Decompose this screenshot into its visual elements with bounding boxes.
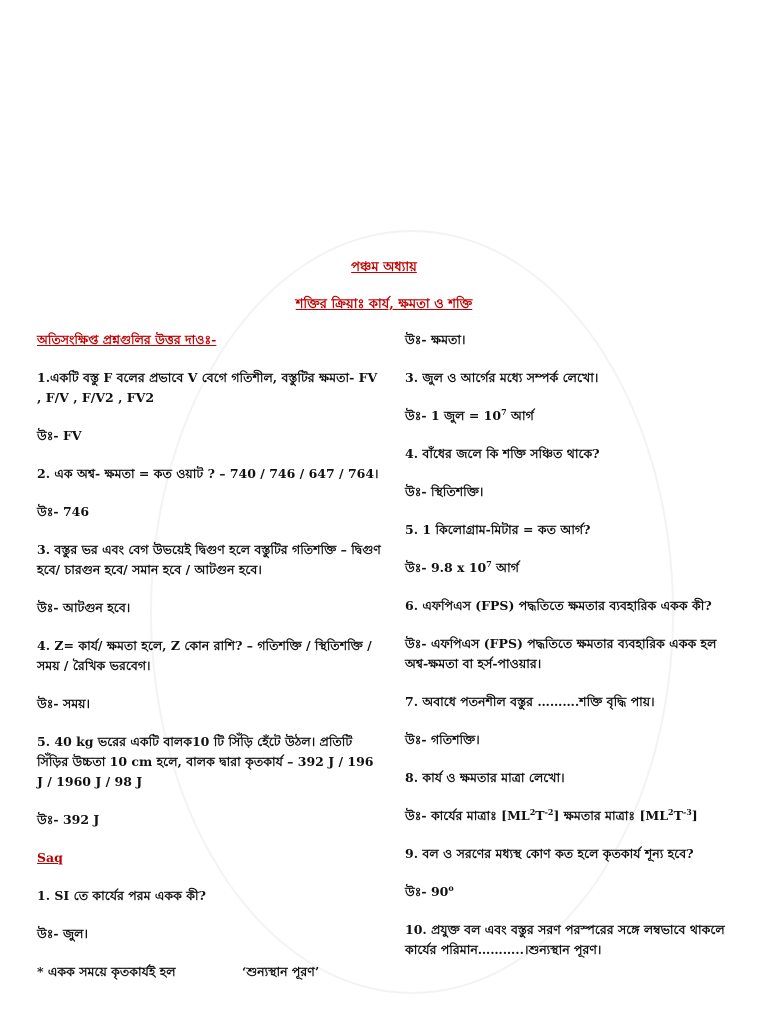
- question-2: 2. এক অশ্ব- ক্ষমতা = কত ওয়াট ? – 740 / 746 / 647 / 764।: [37, 466, 379, 481]
- answer-r3-text: উঃ- 1 জুল = 10: [405, 408, 502, 423]
- answer-r2: উঃ- ক্ষমতা।: [405, 332, 466, 347]
- answer-r5-text: উঃ- 9.8 x 10: [405, 560, 487, 575]
- answer-r3: [405, 406, 735, 426]
- question-r8: 8. কার্য ও ক্ষমতার মাত্রা লেখো।: [405, 770, 565, 785]
- answer-r8-part5: ]: [691, 808, 698, 823]
- answer-r3-unit: আর্গ: [506, 408, 534, 423]
- answer-r8-part3: ] ক্ষমতার মাত্রাঃ [ML: [553, 808, 668, 823]
- saq-question-2: [37, 962, 382, 982]
- question-r5: 5. 1 কিলোগ্রাম-মিটার = কত আর্গ?: [405, 522, 591, 537]
- left-column: [37, 330, 382, 1000]
- fill-in-blank-tag: ‘শুন্যস্থান পূরণ’: [242, 964, 320, 979]
- question-r10: 10. প্রযুক্ত বল এবং বস্তুর সরণ পরস্পরের সঙ্গে লম্বভাবে থাকলে কার্যের পরিমান………..।শুন্যস্থান পূরণ।: [405, 922, 725, 957]
- answer-3: উঃ- আটগুন হবে।: [37, 600, 131, 615]
- answer-r7: উঃ- গতিশক্তি।: [405, 732, 480, 747]
- answer-5: উঃ- 392 J: [37, 812, 100, 827]
- answer-r6: উঃ- এফপিএস (FPS) পদ্ধতিতে ক্ষমতার ব্যবহারিক একক হল অশ্ব-ক্ষমতা বা হর্স-পাওয়ার।: [405, 636, 717, 671]
- saq-answer-1: উঃ- জুল।: [37, 926, 88, 941]
- answer-r8-sup1: 2: [529, 806, 536, 817]
- saq-question-1: 1. SI তে কার্যের পরম একক কী?: [37, 888, 206, 903]
- saq-question-2-text: * একক সময়ে কৃতকার্যই হল: [37, 964, 176, 979]
- answer-r5-exponent: 7: [486, 558, 492, 569]
- answer-r5-unit: আর্গ: [491, 560, 519, 575]
- answer-r3-exponent: 7: [501, 406, 507, 417]
- chapter-title: পঞ্চম অধ্যায়: [351, 260, 417, 275]
- chapter-subtitle: শক্তির ক্রিয়াঃ কার্য, ক্ষমতা ও শক্তি: [295, 297, 473, 312]
- answer-r8-part1: উঃ- কার্যের মাত্রাঃ [ML: [405, 808, 530, 823]
- question-5: 5. 40 kg ভরের একটি বালক10 টি সিঁড়ি হেঁটে উঠল। প্রতিটি সিঁড়ির উচ্চতা 10 cm হলে, বালক দ্বারা কৃতকার্য – 392 J / 196 J / 1960 J / 98 J: [37, 734, 374, 789]
- answer-r5: [405, 558, 735, 578]
- answer-r8-sup4: -3: [682, 806, 692, 817]
- question-r3: 3. জুল ও আর্গের মধ্যে সম্পর্ক লেখো।: [405, 370, 599, 385]
- answer-r8-part4: T: [673, 808, 683, 823]
- right-column: [405, 330, 735, 978]
- answer-r8: [405, 806, 735, 826]
- answer-r8-sup2: -2: [544, 806, 554, 817]
- answer-r4: উঃ- স্থিতিশক্তি।: [405, 484, 484, 499]
- question-r9: 9. বল ও সরণের মধ্যস্থ কোণ কত হলে কৃতকার্য শূন্য হবে?: [405, 846, 694, 861]
- question-1: 1.একটি বস্তু F বলের প্রভাবে V বেগে গতিশীল, বস্তুটির ক্ষমতা- FV , F/V , F/V2 , FV2: [37, 370, 378, 405]
- question-4: 4. Z= কার্য/ ক্ষমতা হলে, Z কোন রাশি? – গতিশক্তি / স্থিতিশক্তি / সময় / রৈখিক ভরবেগ।: [37, 638, 372, 673]
- section-heading-vsaq: অতিসংক্ষিপ্ত প্রশ্নগুলির উত্তর দাওঃ-: [37, 332, 217, 347]
- answer-r9: [405, 882, 735, 902]
- answer-1: উঃ- FV: [37, 428, 82, 443]
- question-3: 3. বস্তুর ভর এবং বেগ উভয়েই দ্বিগুণ হলে বস্তুটির গতিশক্তি – দ্বিগুণ হবে/ চারগুন হবে/ সমান হবে / আটগুন হবে।: [37, 542, 381, 577]
- answer-2: উঃ- 746: [37, 504, 90, 519]
- section-heading-saq: Saq: [37, 850, 63, 865]
- question-r4: 4. বাঁধের জলে কি শক্তি সঞ্চিত থাকে?: [405, 446, 600, 461]
- answer-r8-sup3: 2: [667, 806, 674, 817]
- answer-4: উঃ- সময়।: [37, 696, 90, 711]
- answer-r9-degree: o: [448, 882, 454, 893]
- answer-r9-text: উঃ- 90: [405, 884, 449, 899]
- question-r6: 6. এফপিএস (FPS) পদ্ধতিতে ক্ষমতার ব্যবহারিক একক কী?: [405, 598, 712, 613]
- question-r7: 7. অবাধে পতনশীল বস্তুর ……….শক্তি বৃদ্ধি পায়।: [405, 694, 655, 709]
- answer-r8-part2: T: [535, 808, 545, 823]
